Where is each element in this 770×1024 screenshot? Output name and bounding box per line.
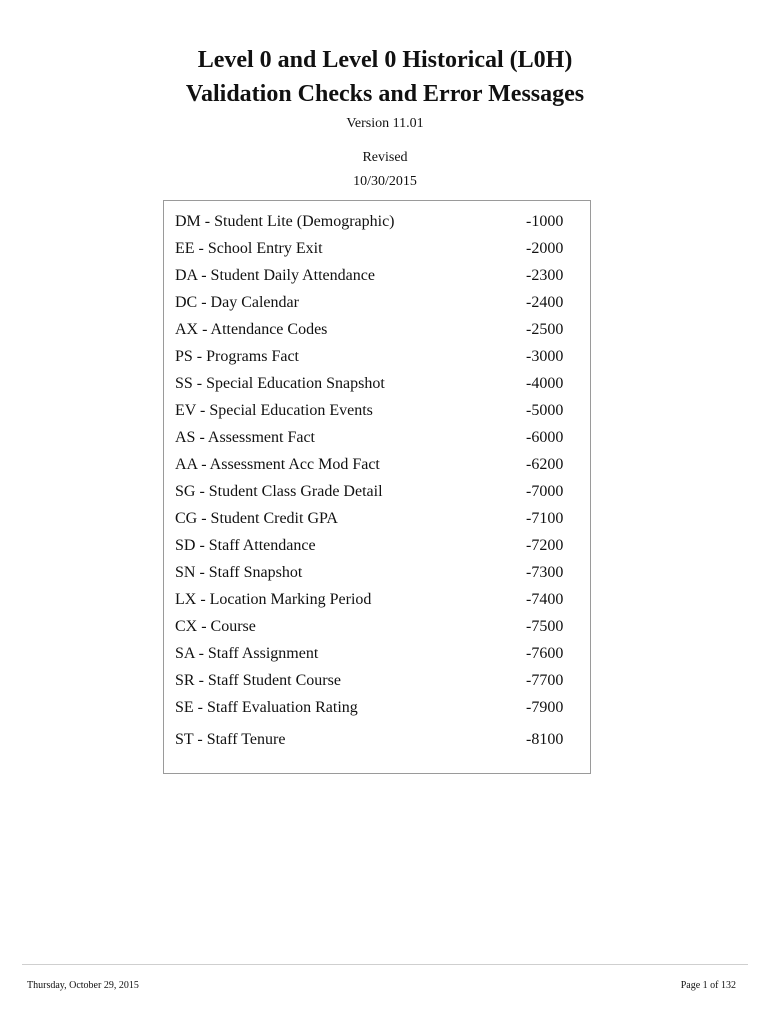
table-row xyxy=(164,427,590,449)
check-file-name: AA - Assessment Acc Mod Fact xyxy=(175,456,380,473)
table-row xyxy=(164,211,590,233)
table-row xyxy=(164,346,590,368)
check-file-name: EE - School Entry Exit xyxy=(175,240,323,257)
table-row xyxy=(164,589,590,611)
error-code-value: -3000 xyxy=(526,348,564,365)
check-file-name: EV - Special Education Events xyxy=(175,402,373,419)
check-file-name: SG - Student Class Grade Detail xyxy=(175,483,383,500)
table-row xyxy=(164,373,590,395)
check-file-name: SN - Staff Snapshot xyxy=(175,564,303,581)
error-code-value: -7000 xyxy=(526,483,564,500)
table-row xyxy=(164,265,590,287)
table-row xyxy=(164,400,590,422)
footer-date: Thursday, October 29, 2015 xyxy=(27,980,139,991)
table-row xyxy=(164,454,590,476)
table-row xyxy=(164,562,590,584)
error-code-value: -4000 xyxy=(526,375,564,392)
table-row xyxy=(164,535,590,557)
revised-date: 10/30/2015 xyxy=(353,174,417,189)
error-code-value: -8100 xyxy=(526,731,564,748)
error-code-value: -7100 xyxy=(526,510,564,527)
error-code-table xyxy=(163,200,591,774)
error-code-value: -5000 xyxy=(526,402,564,419)
title-line-2: Validation Checks and Error Messages xyxy=(185,81,585,107)
check-file-name: SA - Staff Assignment xyxy=(175,645,319,662)
table-row xyxy=(164,729,590,751)
check-file-name: DA - Student Daily Attendance xyxy=(175,267,375,284)
table-row xyxy=(164,481,590,503)
table-row xyxy=(164,670,590,692)
check-file-name: CX - Course xyxy=(175,618,256,635)
check-file-name: SR - Staff Student Course xyxy=(175,672,341,689)
error-code-value: -7500 xyxy=(526,618,564,635)
check-file-name: AX - Attendance Codes xyxy=(175,321,328,338)
table-row xyxy=(164,697,590,719)
check-file-name: ST - Staff Tenure xyxy=(175,731,286,748)
page-number: Page 1 of 132 xyxy=(680,980,736,991)
title-line-1: Level 0 and Level 0 Historical (L0H) xyxy=(197,47,573,73)
error-code-value: -7900 xyxy=(526,699,564,716)
table-row xyxy=(164,319,590,341)
table-row xyxy=(164,238,590,260)
document-title xyxy=(0,43,770,111)
check-file-name: CG - Student Credit GPA xyxy=(175,510,338,527)
check-file-name: DM - Student Lite (Demographic) xyxy=(175,213,395,230)
revised-label: Revised xyxy=(362,150,408,165)
table-row xyxy=(164,616,590,638)
error-code-value: -6200 xyxy=(526,456,564,473)
error-code-value: -7700 xyxy=(526,672,564,689)
error-code-value: -2000 xyxy=(526,240,564,257)
version-label: Version 11.01 xyxy=(346,116,424,131)
table-row xyxy=(164,508,590,530)
check-file-name: SS - Special Education Snapshot xyxy=(175,375,385,392)
error-code-value: -7600 xyxy=(526,645,564,662)
table-row xyxy=(164,643,590,665)
check-file-name: LX - Location Marking Period xyxy=(175,591,372,608)
error-code-value: -1000 xyxy=(526,213,564,230)
error-code-value: -6000 xyxy=(526,429,564,446)
table-row xyxy=(164,292,590,314)
check-file-name: DC - Day Calendar xyxy=(175,294,299,311)
error-code-value: -7200 xyxy=(526,537,564,554)
check-file-name: PS - Programs Fact xyxy=(175,348,299,365)
error-code-value: -2500 xyxy=(526,321,564,338)
check-file-name: AS - Assessment Fact xyxy=(175,429,315,446)
error-code-value: -2300 xyxy=(526,267,564,284)
check-file-name: SE - Staff Evaluation Rating xyxy=(175,699,358,716)
error-code-value: -7300 xyxy=(526,564,564,581)
error-code-value: -7400 xyxy=(526,591,564,608)
check-file-name: SD - Staff Attendance xyxy=(175,537,316,554)
error-code-value: -2400 xyxy=(526,294,564,311)
footer-divider xyxy=(22,964,748,965)
